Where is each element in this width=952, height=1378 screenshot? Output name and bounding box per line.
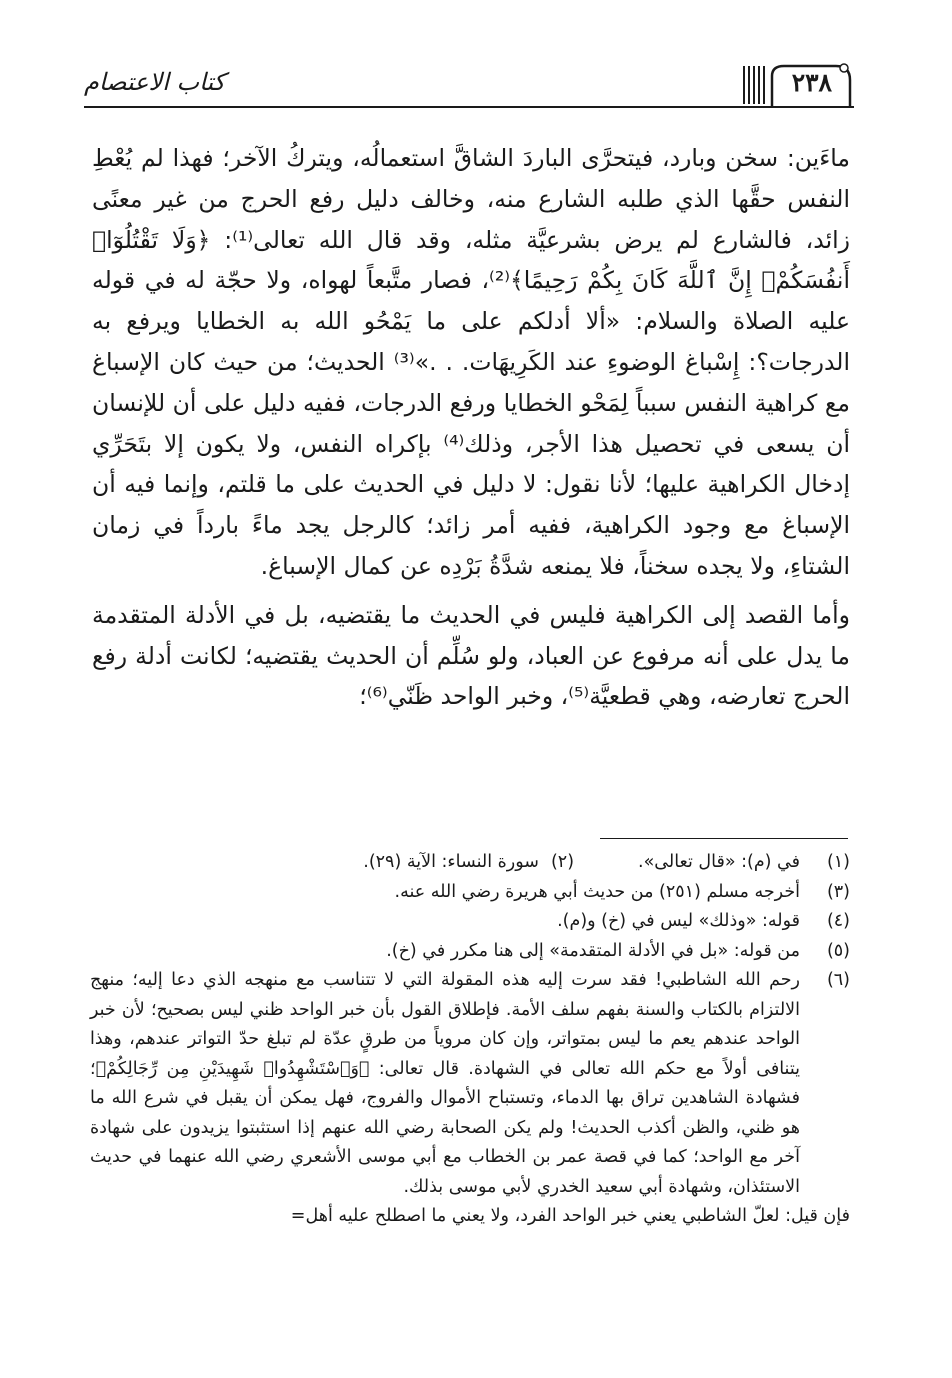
footnote-1 — [638, 848, 850, 878]
page-number: ٢٣٨ — [791, 68, 832, 97]
running-header — [84, 62, 854, 112]
page-number-badge — [764, 62, 854, 108]
footnote-number: (١) — [826, 852, 850, 872]
paragraph: ماءَين: سخن وبارد، فيتحرَّى الباردَ الشاقَّ استعمالُه، ويتركُ الآخر؛ فهذا لم يُعْطِ النفس حقَّها الذي طلبه الشارع منه، وخالف دليل رفع الحرج من غير معنًى زائد، فالشارع لم يرض بشرعيَّة مثله، وقد قال الله تعالى⁽¹⁾: ﴿وَلَا تَقْتُلُوٓا۟ أَنفُسَكُمْۚ إِنَّ ٱللَّهَ كَانَ بِكُمْ رَحِيمًا﴾⁽²⁾، فصار متَّبعاً لهواه، ولا حجّة له في قوله عليه الصلاة والسلام: «ألا أدلكم على ما يَمْحُو الله به الخطايا ويرفع به الدرجات؟: إِسْباغ الوضوءِ عند الكَرِيهَات. . .»⁽³⁾ الحديث؛ من حيث كان الإسباغ مع كراهية النفس سبباً لِمَحْو الخطايا ورفع الدرجات، ففيه دليل على أن للإنسان أن يسعى في تحصيل هذا الأجر، وذلك⁽⁴⁾ بإكراه النفس، ولا يكون إلا بتَحَرِّي إدخال الكراهية عليها؛ لأنا نقول: لا دليل في الحديث على ما قلتم، وإنما فيه أن الإسباغ مع وجود الكراهية، ففيه أمر زائد؛ كالرجل يجد ماءً بارداً في زمان الشتاءِ، ولا يجده سخناً، فلا يمنعه شدَّةُ بَرْدِه عن كمال الإسباغ. — [92, 144, 851, 580]
footnote-6-continuation — [90, 1202, 850, 1232]
footnote-4 — [90, 907, 850, 937]
footnote-number: (٣) — [826, 881, 850, 902]
footnote-6 — [90, 966, 850, 1202]
paragraph: وأما القصد إلى الكراهية فليس في الحديث ما يقتضيه، بل في الأدلة المتقدمة ما يدل على أنه مرفوع عن العباد، ولو سُلِّم أن الحديث يقتضيه؛ لكانت أدلة رفع الحرج تعارضه، وهي قطعيَّة⁽⁵⁾، وخبر الواحد ظَنّي⁽⁶⁾؛ — [92, 600, 850, 711]
footnote-number: (٤) — [826, 911, 850, 931]
footnote-text: في (م): «قال تعالى». — [638, 852, 800, 872]
footnote-2 — [363, 848, 574, 878]
footnote-separator — [600, 838, 848, 839]
header-rule — [84, 106, 854, 108]
footnote-number: (٥) — [826, 940, 850, 961]
footnote-text: فإن قيل: لعلّ الشاطبي يعني خبر الواحد الفرد، ولا يعني ما اصطلح عليه أهل= — [290, 1206, 850, 1226]
footnote-number: (٢) — [550, 852, 575, 872]
footnote-text: رحم الله الشاطبي! فقد سرت إليه هذه المقولة التي لا تتناسب مع منهجه الذي دعا إليه؛ منهج الالتزام بالكتاب والسنة بفهم سلف الأمة. فإطلاق القول بأن خبر الواحد ظني ليس بصحيح؛ لأن خبر الواحد عندهم يعم ما ليس بمتواتر، وإن كان مروياً من طرقٍ عدّة لم تبلغ حدّ التواتر عندهم، وهذا يتنافى أولاً مع حكم الله تعالى في الشهادة. قال تعالى: ﴿وَٱسْتَشْهِدُوا۟ شَهِيدَيْنِ مِن رِّجَالِكُمْ﴾؛ فشهادة الشاهدين تراق بها الدماء، وتستباح الأموال والفروج، فهل يمكن أن يقبل في شرع الله ما هو ظني، والظن أكذب الحديث! ولم يكن الصحابة رضي الله عنهم إذا استثبتوا يزيدون على شهادة آخر مع الواحد؛ كما في قصة عمر بن الخطاب مع أبي موسى الأشعري رضي الله عنهما في حديث الاستئذان، وشهادة أبي سعيد الخدري لأبي موسى بذلك. — [90, 970, 800, 1197]
footnote-number: (٦) — [826, 970, 850, 990]
footnotes — [90, 848, 850, 1232]
book-title: كتاب الاعتصام — [84, 68, 226, 96]
footnote-text: قوله: «وذلك» ليس في (خ) و(م). — [557, 911, 800, 931]
footnote-text: من قوله: «بل في الأدلة المتقدمة» إلى هنا مكرر في (خ). — [386, 940, 800, 961]
footnote-5 — [90, 937, 850, 967]
footnote-3 — [90, 878, 850, 908]
footnote-text: أخرجه مسلم (٢٥١) من حديث أبي هريرة رضي الله عنه. — [394, 881, 800, 902]
footnote-text: سورة النساء: الآية (٢٩). — [363, 852, 539, 872]
footnote-pair — [90, 848, 850, 878]
main-text — [92, 138, 850, 717]
